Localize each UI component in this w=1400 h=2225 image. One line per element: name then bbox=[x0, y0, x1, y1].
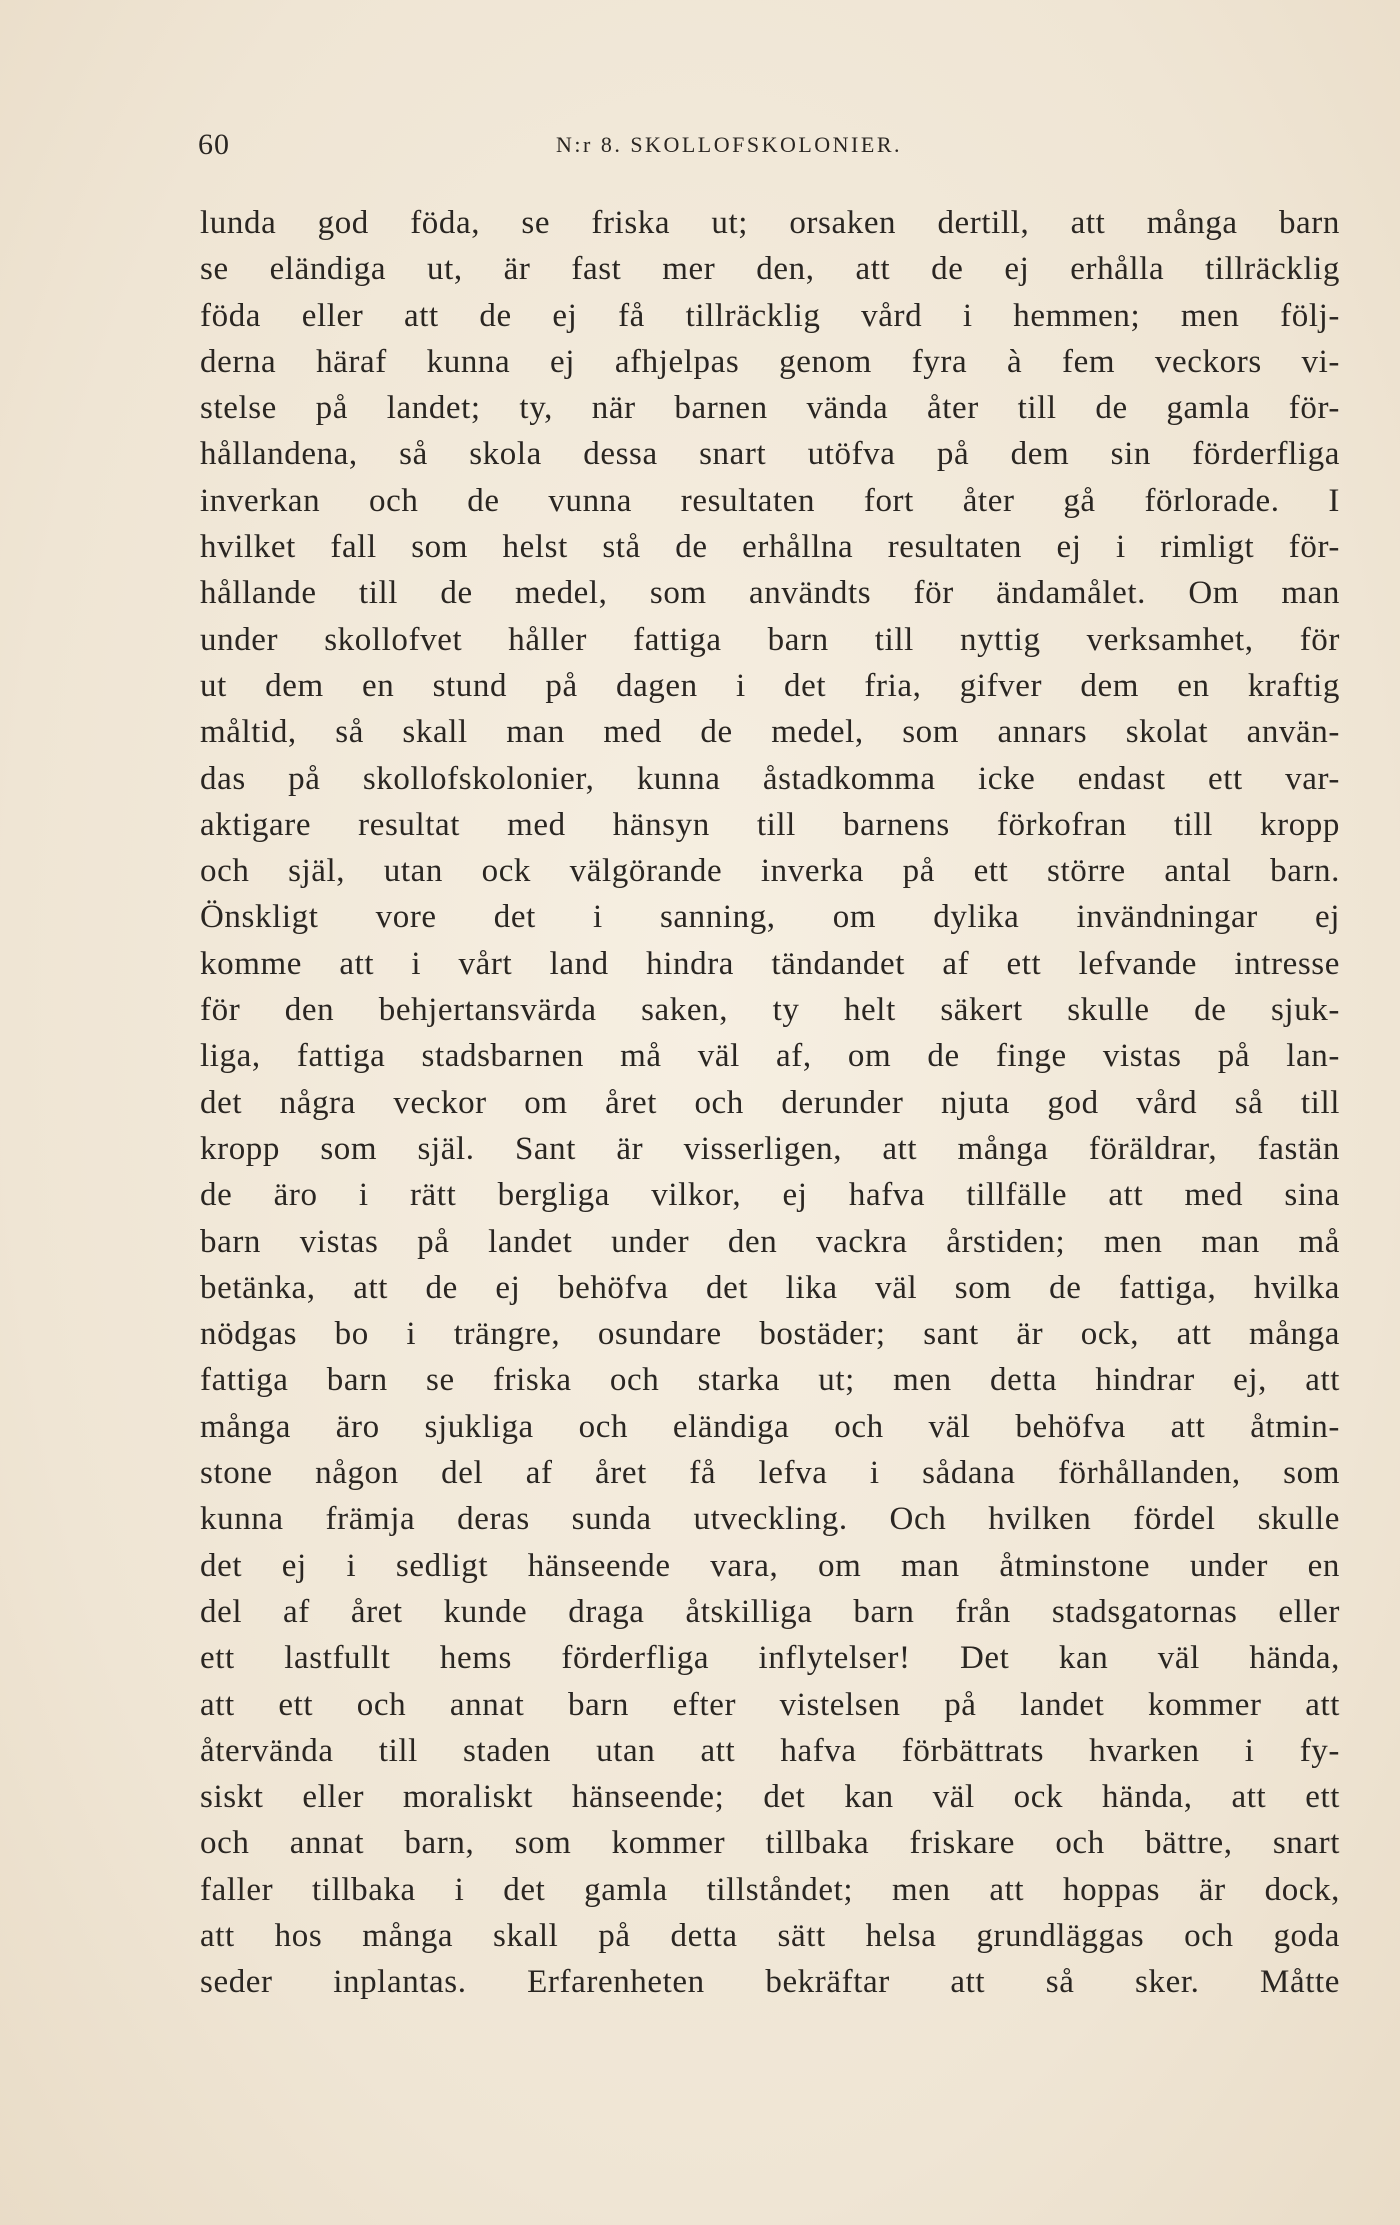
text-line: Önskligt vore det i sanning, om dylika invändningar ej bbox=[200, 899, 1340, 936]
text-line: siskt eller moraliskt hänseende; det kan väl ock hända, att ett bbox=[200, 1779, 1340, 1816]
text-line: att ett och annat barn efter vistelsen på landet kommer att bbox=[200, 1686, 1340, 1723]
text-line: derna häraf kunna ej afhjelpas genom fyra à fem veckors vi- bbox=[200, 343, 1340, 380]
text-line: betänka, att de ej behöfva det lika väl som de fattiga, hvilka bbox=[200, 1269, 1340, 1306]
text-line: das på skollofskolonier, kunna åstadkomma icke endast ett var- bbox=[200, 760, 1340, 797]
text-line: fattiga barn se friska och starka ut; men detta hindrar ej, att bbox=[200, 1362, 1340, 1399]
text-line: många äro sjukliga och eländiga och väl behöfva att åtmin- bbox=[200, 1408, 1340, 1445]
text-line: nödgas bo i trängre, osundare bostäder; sant är ock, att många bbox=[200, 1316, 1340, 1353]
text-line: måltid, så skall man med de medel, som annars skolat använ- bbox=[200, 714, 1340, 751]
text-line: faller tillbaka i det gamla tillståndet; men att hoppas är dock, bbox=[200, 1871, 1340, 1908]
text-line: det några veckor om året och derunder njuta god vård så till bbox=[200, 1084, 1340, 1121]
text-line: seder inplantas. Erfarenheten bekräftar att så sker. Måtte bbox=[200, 1964, 1340, 2001]
text-line: ut dem en stund på dagen i det fria, gifver dem en kraftig bbox=[200, 667, 1340, 704]
text-line: aktigare resultat med hänsyn till barnens förkofran till kropp bbox=[200, 806, 1340, 843]
running-head: N:r 8. SKOLLOFSKOLONIER. bbox=[556, 132, 902, 157]
text-line: lunda god föda, se friska ut; orsaken dertill, att många barn bbox=[200, 205, 1340, 241]
text-line: se eländiga ut, är fast mer den, att de ej erhålla tillräcklig bbox=[200, 251, 1340, 288]
text-line: och annat barn, som kommer tillbaka friskare och bättre, snart bbox=[200, 1825, 1340, 1862]
text-line: under skollofvet håller fattiga barn till nyttig verksamhet, för bbox=[200, 621, 1340, 658]
text-line: återvända till staden utan att hafva förbättrats hvarken i fy- bbox=[200, 1732, 1340, 1769]
page-number: 60 bbox=[198, 128, 230, 161]
text-line: det ej i sedligt hänseende vara, om man åtminstone under en bbox=[200, 1547, 1340, 1584]
text-line: hvilket fall som helst stå de erhållna resultaten ej i rimligt för- bbox=[200, 529, 1340, 566]
text-line: kunna främja deras sunda utveckling. Och hvilken fördel skulle bbox=[200, 1501, 1340, 1538]
text-line: och själ, utan ock välgörande inverka på ett större antal barn. bbox=[200, 853, 1340, 890]
text-line: ett lastfullt hems förderfliga inflytelser! Det kan väl hända, bbox=[200, 1640, 1340, 1677]
text-line: stone någon del af året få lefva i sådana förhållanden, som bbox=[200, 1455, 1340, 1492]
text-line: hållandena, så skola dessa snart utöfva på dem sin förderfliga bbox=[200, 436, 1340, 473]
text-line: för den behjertansvärda saken, ty helt säkert skulle de sjuk- bbox=[200, 992, 1340, 1029]
text-line: föda eller att de ej få tillräcklig vård i hemmen; men följ- bbox=[200, 297, 1340, 334]
text-line: att hos många skall på detta sätt helsa grundläggas och goda bbox=[200, 1917, 1340, 1954]
text-line: stelse på landet; ty, när barnen vända åter till de gamla för- bbox=[200, 390, 1340, 427]
text-line: liga, fattiga stadsbarnen må väl af, om de finge vistas på lan- bbox=[200, 1038, 1340, 1075]
text-line: hållande till de medel, som användts för ändamålet. Om man bbox=[200, 575, 1340, 612]
text-line: de äro i rätt bergliga vilkor, ej hafva tillfälle att med sina bbox=[200, 1177, 1340, 1214]
body-text bbox=[200, 200, 1340, 2006]
page-header bbox=[198, 128, 1338, 168]
text-line: kropp som själ. Sant är visserligen, att många föräldrar, fastän bbox=[200, 1130, 1340, 1167]
text-line: inverkan och de vunna resultaten fort åter gå förlorade. I bbox=[200, 482, 1340, 519]
text-line: barn vistas på landet under den vackra årstiden; men man må bbox=[200, 1223, 1340, 1260]
text-line: komme att i vårt land hindra tändandet af ett lefvande intresse bbox=[200, 945, 1340, 982]
text-line: del af året kunde draga åtskilliga barn från stadsgatornas eller bbox=[200, 1593, 1340, 1630]
